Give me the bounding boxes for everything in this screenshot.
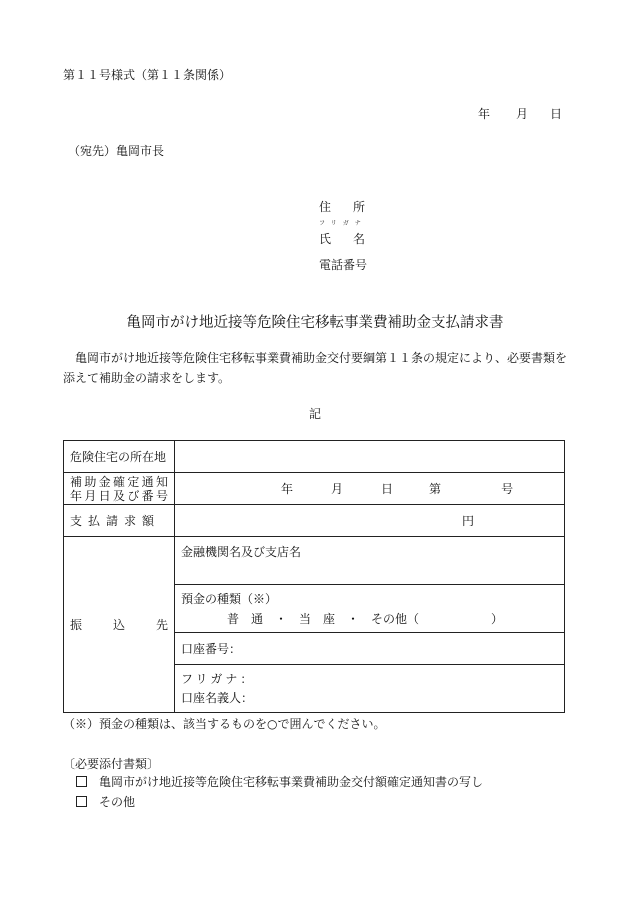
location-label: 危険住宅の所在地 <box>64 441 175 473</box>
table-row <box>64 537 565 585</box>
checkbox[interactable] <box>76 776 87 787</box>
account-holder-field[interactable] <box>175 665 565 713</box>
body-text: 亀岡市がけ地近接等危険住宅移転事業費補助金交付要綱第１１条の規定により、必要書類を添えて補助金の請求をします。 <box>63 351 568 385</box>
phone-label: 電話番号 <box>319 258 368 272</box>
notice-value[interactable]: 年 月 日 第 号 <box>175 473 565 505</box>
addressee: （宛先）亀岡市長 <box>68 144 165 158</box>
transfer-label: 振 込 先 <box>64 537 175 713</box>
page-title: 亀岡市がけ地近接等危険住宅移転事業費補助金支払請求書 <box>126 315 504 331</box>
deposit-field[interactable] <box>175 585 565 633</box>
ki-heading: 記 <box>308 407 321 421</box>
documents-heading: 〔必要添付書類〕 <box>63 757 160 771</box>
date-day: 日 <box>550 107 563 121</box>
request-table <box>63 440 565 713</box>
deposit-options: 普 通 ・ 当 座 ・ その他（ ） <box>227 611 504 626</box>
amount-value[interactable] <box>175 505 565 537</box>
deposit-note: （※）預金の種類は、該当するものを○で囲んでください。 <box>63 717 386 731</box>
checkbox[interactable] <box>76 796 87 807</box>
location-value[interactable] <box>175 441 565 473</box>
address-label: 住 所 <box>319 200 366 214</box>
furigana-ruby: フリガナ <box>319 220 367 227</box>
account-number-field[interactable]: 口座番号： <box>175 633 565 665</box>
document-item: 亀岡市がけ地近接等危険住宅移転事業費補助金交付額確定通知書の写し <box>76 773 483 790</box>
date-year: 年 <box>478 107 491 121</box>
deposit-label: 預金の種類（※） <box>181 591 278 606</box>
account-holder-label: 口座名義人： <box>181 690 254 705</box>
notice-label: 補 助 金 確 定 通 知 年 月 日 及 び 番 号 <box>64 473 175 505</box>
amount-label: 支払請求額 <box>64 505 175 537</box>
document-item: その他 <box>76 793 135 810</box>
date-month: 月 <box>516 107 529 121</box>
table-row <box>64 505 565 537</box>
table-row <box>64 473 565 505</box>
bank-field[interactable]: 金融機関名及び支店名 <box>175 537 565 585</box>
furigana-label: フリガナ： <box>181 671 256 686</box>
date-line <box>478 105 562 122</box>
yen-unit: 円 <box>461 514 474 528</box>
name-label: 氏 名 <box>319 232 366 246</box>
form-number: 第１１号様式（第１１条関係） <box>63 68 232 82</box>
table-row <box>64 441 565 473</box>
